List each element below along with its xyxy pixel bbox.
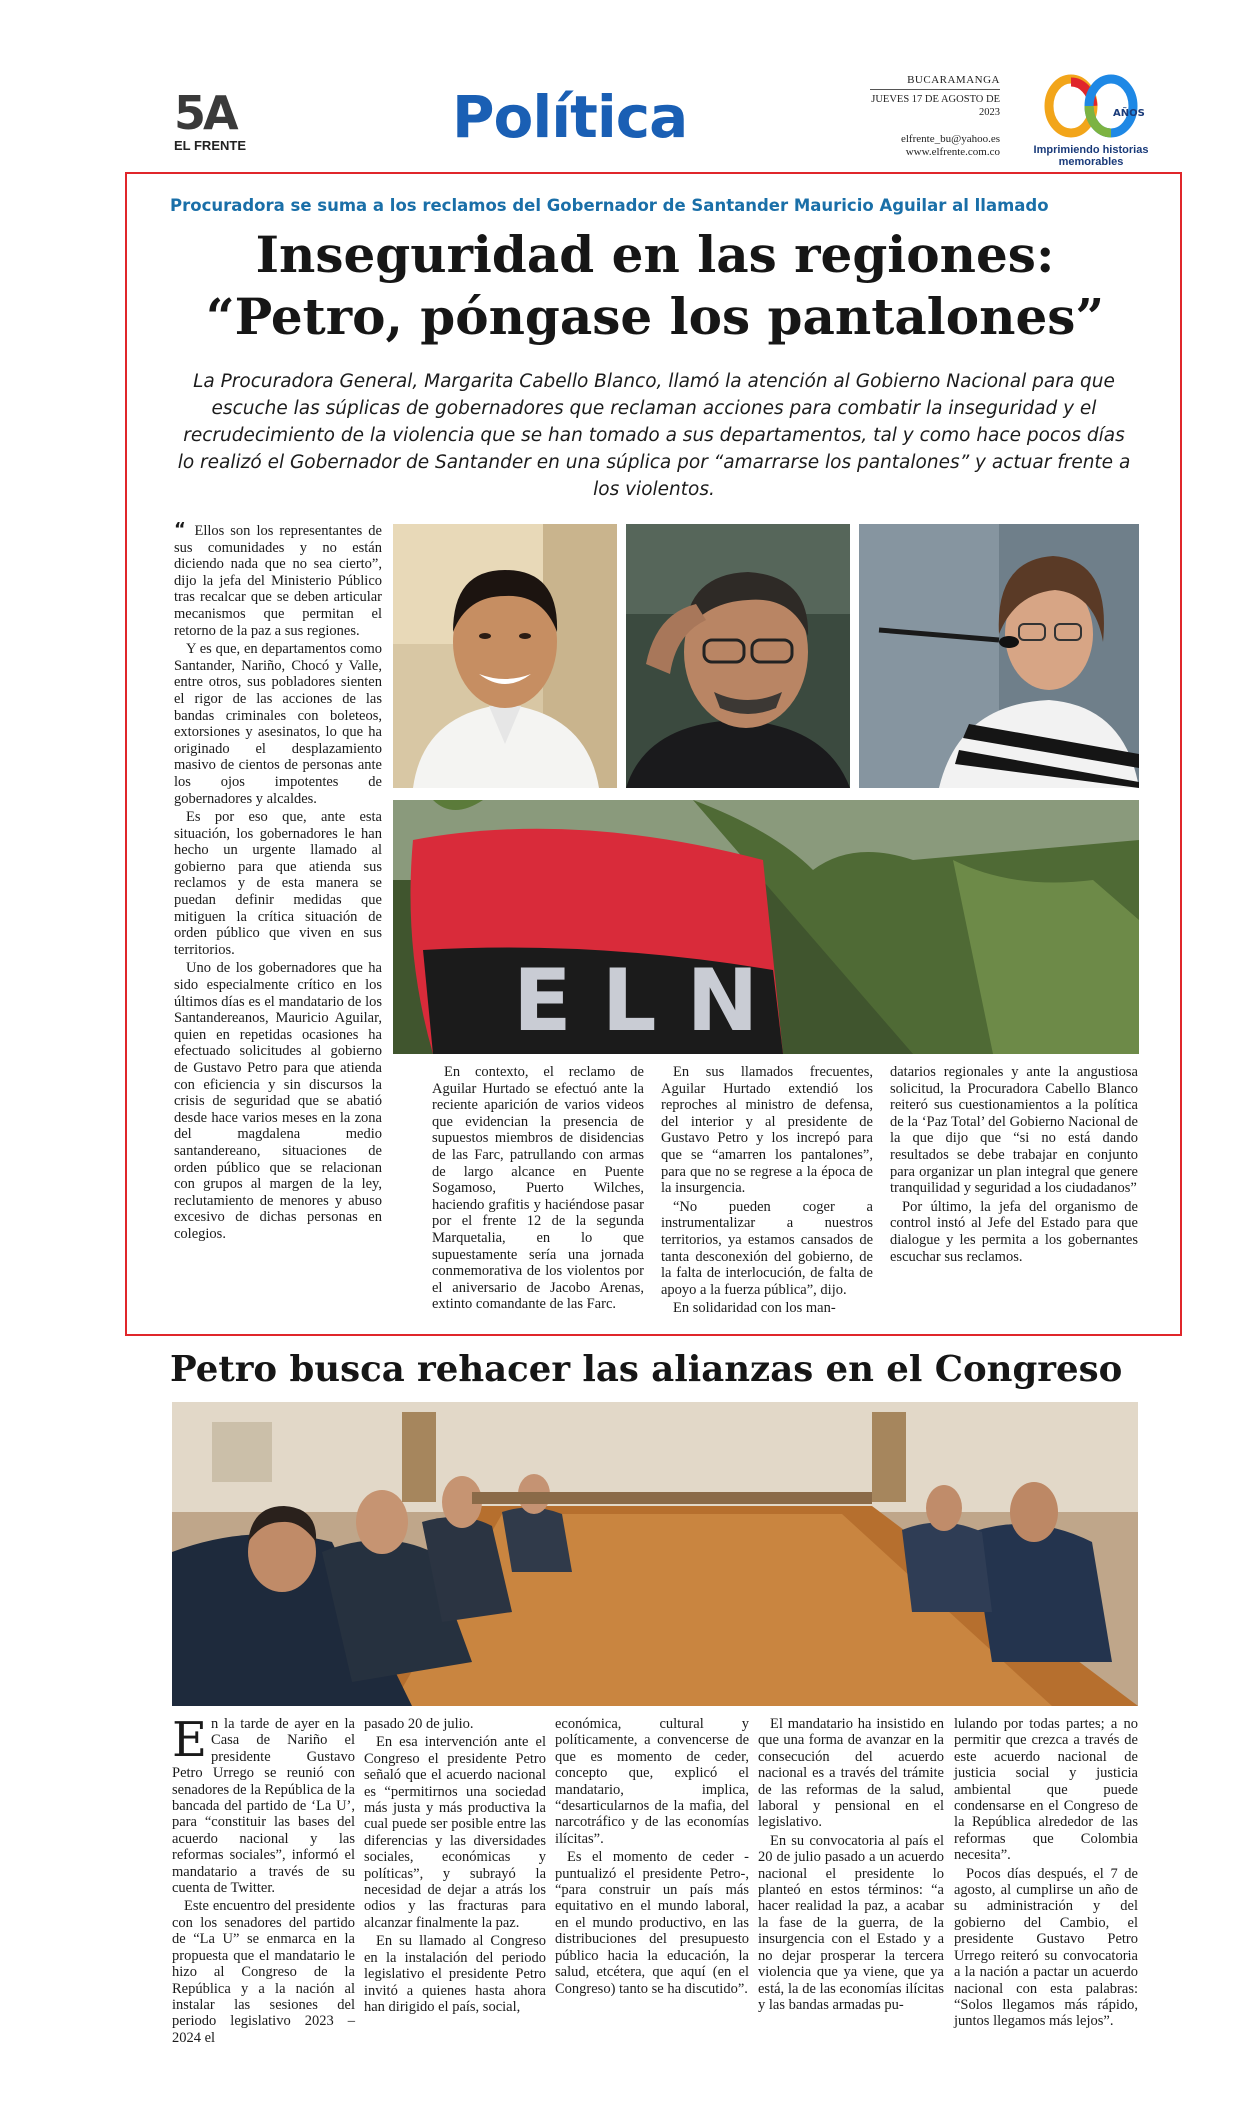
article1-column-1 — [174, 519, 382, 1245]
article1-kicker: Procuradora se suma a los reclamos del Gobernador de Santander Mauricio Aguilar al llamado — [170, 196, 1049, 215]
dateline-city: BUCARAMANGA — [907, 74, 1000, 86]
flag-text: ELN — [513, 951, 789, 1051]
paragraph: Es el momento de ceder -puntualizó el presidente Petro-, “para construir un país más equitativo en el mundo laboral, en el mundo productivo, en las distribuciones del presupuesto público hacia la educación, la salud, etcétera, que aquí (en el Congreso) tanto se ha discutido”. — [555, 1849, 749, 1997]
anniversary-slogan: Imprimiendo historias memorables — [1033, 144, 1149, 168]
article1-column-3 — [661, 1064, 873, 1319]
photo-eln-flag — [393, 800, 1139, 1054]
paragraph: En solidaridad con los man- — [673, 1300, 836, 1317]
paragraph: Este encuentro del presidente con los senadores del partido de “La U” se enmarca en la propuesta que el mandatario le hizo al Congreso de la República y a la nación al instalar las sesiones del periodo legislativo 2023 – 2024 el — [172, 1898, 355, 2046]
paragraph: El mandatario ha insistido en que una forma de avanzar en la consecución del acuerdo nacional es a través del trámite de las reformas de la salud, laboral y pensional en el legislativo. — [758, 1716, 944, 1831]
dateline — [870, 74, 1000, 159]
article1-headline-line1: Inseguridad en las regiones: — [255, 225, 1055, 284]
page-number-block — [174, 86, 292, 153]
dateline-rule — [870, 89, 1000, 90]
paragraph: económica, cultural y políticamente, a convencerse de que es momento de ceder, concepto que, explicó el mandatario, implica, “desarticularnos de la mafia, del narcotráfico y de las economías ilícitas”. — [555, 1716, 749, 1847]
article2-column-5 — [954, 1716, 1138, 2032]
article1-column-4 — [890, 1064, 1138, 1267]
paragraph: En su llamado al Congreso en la instalación del periodo legislativo el presidente Petro invitó a quienes hasta ahora han dirigido el país, social, — [364, 1933, 546, 2015]
photo-procuradora-portrait — [859, 524, 1139, 788]
paragraph: En contexto, el reclamo de Aguilar Hurtado se efectuó ante la reciente aparición de varios videos que evidencian la presencia de supuestos miembros de disidencias de las Farc, patrullando con armas de largo alcance en Puente Sogamoso, Puerto Wilches, haciendo grafitis y haciéndose pasar por el frente 12 de la segunda Marquetalia, en lo que supuestamente sería una jornada conmemorativa de los violentos por el aniversario de Jacobo Arenas, extinto comandante de las Farc. — [432, 1064, 644, 1313]
dropcap: E — [172, 1712, 208, 1768]
contact-email: elfrente_bu@yahoo.es — [900, 133, 1000, 145]
paragraph: pasado 20 de julio. — [364, 1716, 474, 1732]
article1-headline — [140, 224, 1170, 348]
paragraph: datarios regionales y ante la angustiosa solicitud, la Procuradora Cabello Blanco reiteró sus cuestionamientos a la política de la ‘Paz Total’ del Gobierno Nacional de la que dijo que “si no está dando resultados se debe trabajar en conjunto para organizar un plan integral que genere tranquilidad y seguridad a los ciudadanos” — [890, 1064, 1138, 1197]
photo-petro-portrait — [626, 524, 850, 788]
section-title: Política — [452, 83, 688, 151]
paragraph: lulando por todas partes; a no permitir que crezca a través de este acuerdo nacional de justicia social y justicia ambiental que puede condensarse en el Congreso de la República alrededor de las reformas que Colombia necesita”. — [954, 1716, 1138, 1864]
article2-column-1 — [172, 1712, 355, 2048]
paragraph: Por último, la jefa del organismo de control instó al Jefe del Estado para que dialogue y les permita a los gobernantes escuchar sus reclamos. — [890, 1198, 1138, 1265]
paragraph: “ Ellos son los representantes de sus comunidades y no están diciendo nada que no sea cierto”, dijo la jefa del Ministerio Público tras recalcar que se deben articular mecanismos que permitan el retorno de la paz a sus regiones. — [174, 519, 382, 639]
paragraph: “No pueden coger a instrumentalizar a nuestros territorios, ya estamos cansados de tanta desconexión del gobierno, de la falta de interlocución, de falta de apoyo a la fuerza pública”, dijo. — [661, 1198, 873, 1298]
article2-column-3 — [555, 1716, 749, 1999]
paragraph: En la tarde de ayer en la Casa de Nariño el presidente Gustavo Petro Urrego se reunió con senadores de la República de la bancada del partido de ‘La U’, para “constituir las bases del acuerdo nacional y las reformas sociales”, informó el mandatario a través de su cuenta de Twitter. — [172, 1712, 355, 1897]
photo-governor-portrait — [393, 524, 617, 788]
article2-column-2 — [364, 1716, 546, 2017]
photo-meeting-room — [172, 1402, 1138, 1706]
paragraph: En su convocatoria al país el 20 de julio pasado a un acuerdo nacional el presidente lo planteó en estos términos: “a hacer realidad la paz, a acabar la fase de la guerra, de la insurgencia con el Estado y a no dejar prosperar la tercera violencia que ya viene, que ya está, la de las economías ilícitas y las bandas armadas pu- — [758, 1832, 944, 2013]
paragraph: Es por eso que, ante esta situación, los gobernadores le han hecho un urgente llamado al gobierno para que atienda sus reclamos y de esta manera se puedan definir medidas que mitiguen la crítica situación de orden público que viven en sus territorios. — [174, 809, 382, 958]
quote-mark-icon: “ — [174, 519, 195, 540]
anniversary-80-icon — [1041, 76, 1145, 142]
anniversary-logo — [1026, 76, 1156, 168]
paragraph: Uno de los gobernadores que ha sido especialmente crítico en los últimos días es el mandatario de los Santandereanos, Mauricio Aguilar, quien en repetidas ocasiones ha efectuado solicitudes al gobierno de Gustavo Petro para que atienda con eficiencia y sin discursos la crisis de seguridad que se abatió desde hace varios meses en la zona del magdalena medio santandereano, situaciones de orden público que se relacionan con grupos al margen de la ley, reclutamiento de menores y abuso excesivo de dichas personas en colegios. — [174, 960, 382, 1242]
anniversary-word: AÑOS — [1113, 108, 1145, 119]
paragraph: Pocos días después, el 7 de agosto, al cumplirse un año de su administración y del gobierno del Cambio, el presidente Gustavo Petro Urrego reiteró su convocatoria a la nación a pactar un acuerdo nacional con esta palabras: “Solos llegamos más rápido, juntos llegamos más lejos”. — [954, 1865, 1138, 2030]
contact-website: www.elfrente.com.co — [905, 146, 1000, 158]
article1-standfirst: La Procuradora General, Margarita Cabello Blanco, llamó la atención al Gobierno Nacional para que escuche las súplicas de gobernadores que reclaman acciones para combatir la inseguridad y el recrudecimiento de la violencia que se han tomado a sus departamentos, tal y como hace pocos días lo realizó el Gobernador de Santander en una súplica por “amarrarse los pantalones” y actuar frente a los violentos. — [177, 371, 1131, 500]
article2-headline: Petro busca rehacer las alianzas en el Congreso — [170, 1349, 1123, 1390]
paragraph: Y es que, en departamentos como Santander, Nariño, Chocó y Valle, entre otros, sus pobladores sienten el rigor de las acciones de las bandas criminales con boleteos, extorsiones y asesinatos, lo que ha originado el desplazamiento masivo de cientos de personas ante los ojos impotentes de gobernadores y alcaldes. — [174, 641, 382, 807]
article1-column-2 — [432, 1064, 644, 1315]
paragraph: En esa intervención ante el Congreso el presidente Petro señaló que el acuerdo nacional es “permitirnos una sociedad más justa y más productiva la cual puede ser posible entre las diferencias y las diversidades sociales, económicas y políticas”, y subrayó la necesidad de dejar a atrás los odios y las fracturas para alcanzar finalmente la paz. — [364, 1734, 546, 1931]
paragraph: En sus llamados frecuentes, Aguilar Hurtado extendió los reproches al ministro de defensa, del interior y al presidente de Gustavo Petro y los increpó para que se “amarren los pantalones”, para que no se regrese a la época de la insurgencia. — [661, 1064, 873, 1197]
article2-column-4 — [758, 1716, 944, 2015]
newspaper-name: EL FRENTE — [174, 138, 246, 153]
page-number: 5A — [174, 86, 236, 140]
article1-headline-line2: “Petro, póngase los pantalones” — [205, 287, 1105, 346]
dateline-date: JUEVES 17 DE AGOSTO DE 2023 — [871, 94, 1000, 118]
